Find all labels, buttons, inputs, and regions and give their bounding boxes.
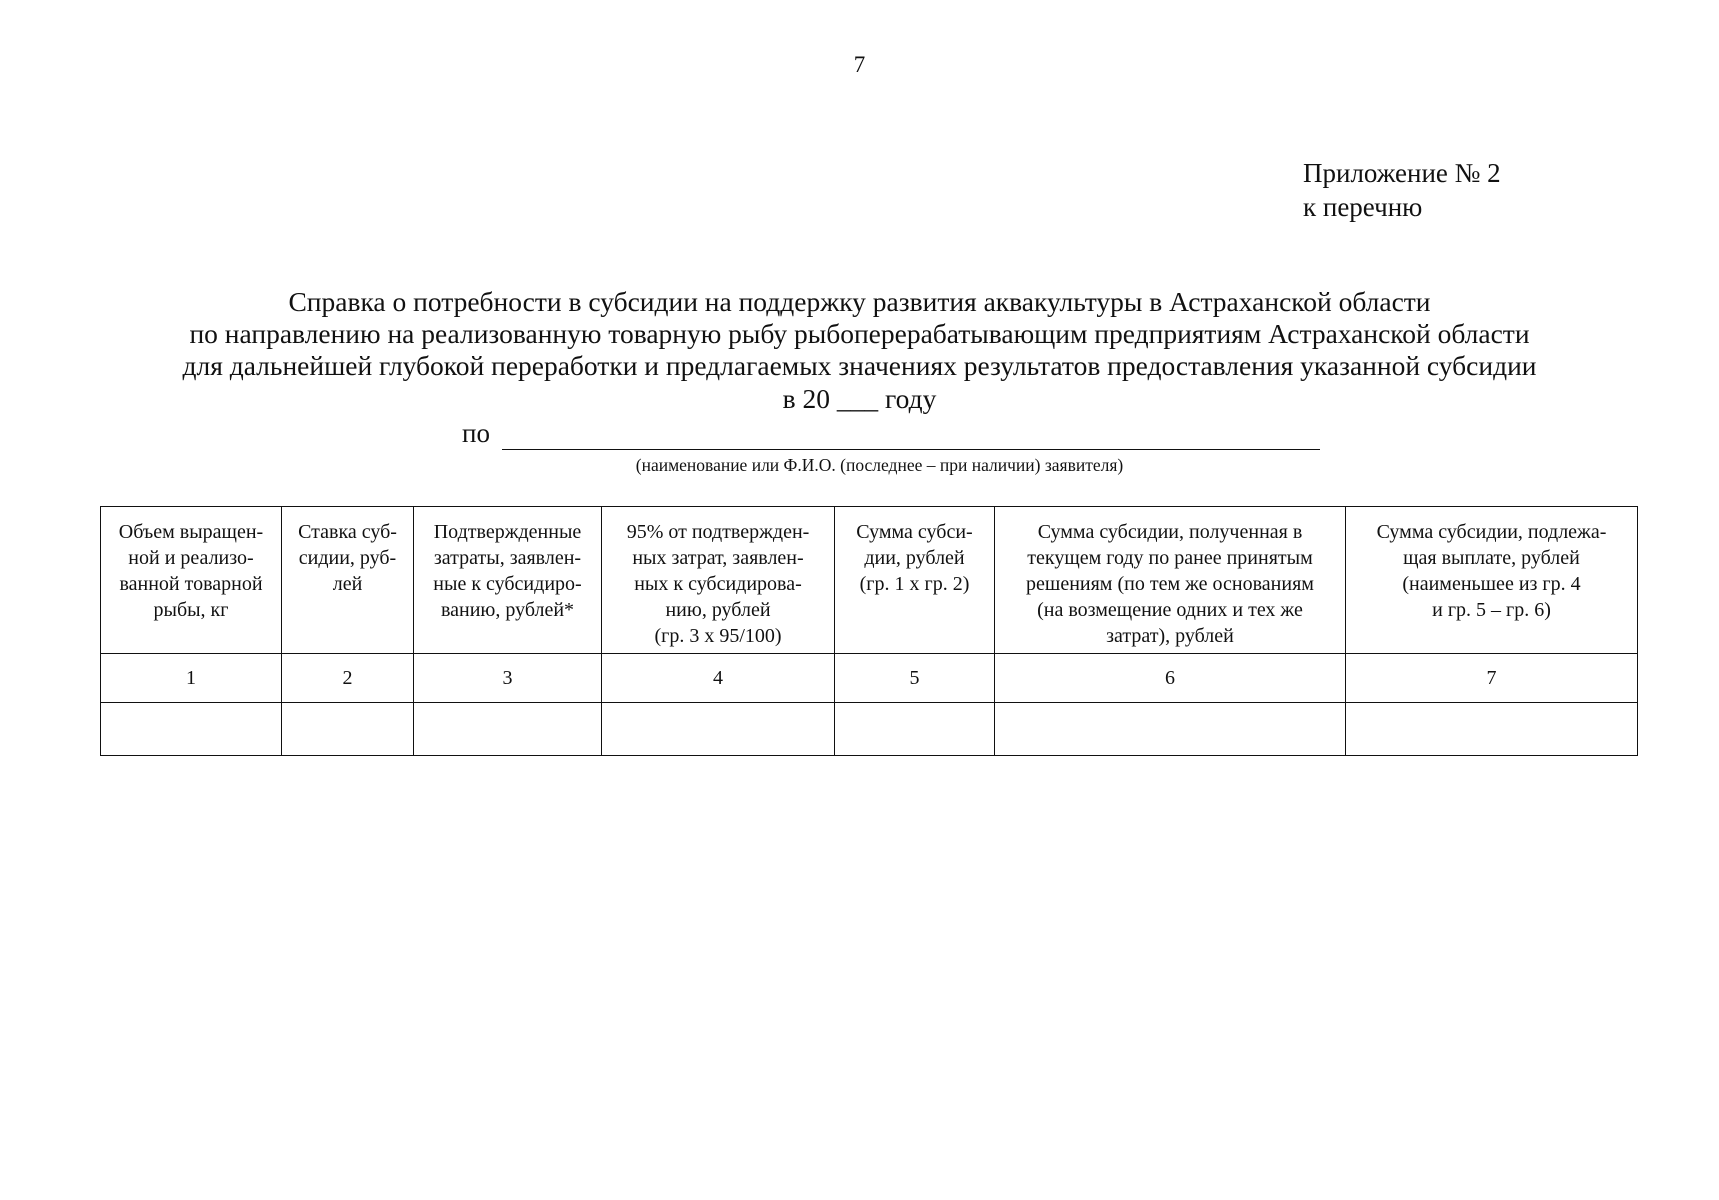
document-title-line-1: Справка о потребности в субсидии на поддержку развития аквакультуры в Астраханской области (288, 286, 1431, 317)
column-number-row (101, 654, 1638, 703)
column-number: 6 (995, 654, 1346, 703)
column-number: 1 (101, 654, 282, 703)
data-entry-cell[interactable] (282, 703, 414, 756)
header-text: Сумма субсидии, полученная в текущем году по ранее принятым решениям (по тем же основаниям (на возмещение одних и тех же затрат), рублей (1026, 521, 1314, 647)
header-text: Объем выращен- ной и реализо- ванной товарной рыбы, кг (118, 521, 264, 621)
column-number: 3 (414, 654, 602, 703)
column-number: 2 (282, 654, 414, 703)
applicant-caption: (наименование или Ф.И.О. (последнее – при наличии) заявителя) (635, 455, 1124, 475)
applicant-name-field[interactable] (502, 449, 1320, 450)
applicant-label: по (462, 418, 490, 448)
header-text: Ставка суб- сидии, руб- лей (298, 521, 397, 595)
column-number: 4 (602, 654, 835, 703)
page-number: 7 (853, 52, 866, 77)
column-number: 7 (1346, 654, 1638, 703)
data-entry-cell[interactable] (995, 703, 1346, 756)
data-entry-cell[interactable] (101, 703, 282, 756)
table-header-row (101, 507, 1638, 654)
data-entry-cell[interactable] (835, 703, 995, 756)
document-title-year: в 20 ___ году (782, 383, 937, 414)
header-cell-subsidy-sum (835, 507, 995, 654)
header-cell-confirmed-costs (414, 507, 602, 654)
data-entry-cell[interactable] (414, 703, 602, 756)
header-text: 95% от подтвержден- ных затрат, заявлен- ных к субсидирова- нию, рублей (гр. 3 х 95/100) (626, 521, 810, 647)
header-cell-received-subsidy (995, 507, 1346, 654)
appendix-reference (1303, 156, 1501, 224)
header-cell-95-percent (602, 507, 835, 654)
header-cell-volume (101, 507, 282, 654)
subsidy-table (100, 506, 1638, 756)
document-title-line-3: для дальнейшей глубокой переработки и предлагаемых значениях результатов предоставления указанной субсидии (182, 350, 1537, 381)
appendix-line-1: Приложение № 2 (1303, 158, 1501, 188)
data-entry-cell[interactable] (1346, 703, 1638, 756)
header-text: Сумма субси- дии, рублей (гр. 1 х гр. 2) (856, 521, 973, 595)
document-title-line-2: по направлению на реализованную товарную рыбу рыбоперерабатывающим предприятиям Астраханской области (189, 318, 1530, 349)
column-number: 5 (835, 654, 995, 703)
header-cell-rate (282, 507, 414, 654)
header-cell-payable-subsidy (1346, 507, 1638, 654)
data-entry-cell[interactable] (602, 703, 835, 756)
appendix-line-2: к перечню (1303, 192, 1423, 222)
header-text: Сумма субсидии, подлежа- щая выплате, рублей (наименьшее из гр. 4 и гр. 5 – гр. 6) (1376, 521, 1607, 621)
data-entry-row (101, 703, 1638, 756)
header-text: Подтвержденные затраты, заявлен- ные к субсидиро- ванию, рублей* (433, 521, 582, 621)
